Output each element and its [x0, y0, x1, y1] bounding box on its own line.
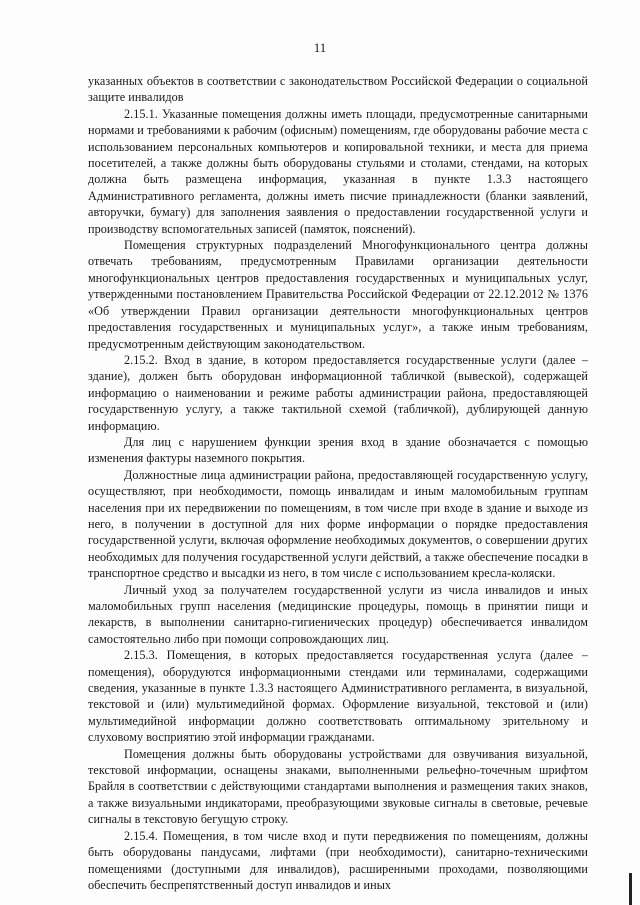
paragraph: Помещения должны быть оборудованы устройствами для озвучивания визуальной, текстовой информации, оснащены знаками, выполненными рельефно-точечным шрифтом Брайля в соответствии с действующими стандартами выполнения и размещения таких знаков, а также визуальными индикаторами, преобразующими звуковые сигналы в световые, речевые сигналы в текстовую бегущую строку. [88, 746, 588, 827]
paragraph: Должностные лица администрации района, предоставляющей государственную услугу, осуществляют, при необходимости, помощь инвалидам и иным маломобильным группам населения при их передвижении по помещениям, в том числе при входе в здание и выходе из него, в получении в доступной для них форме информации о порядке предоставления государственной услуги, включая оформление необходимых документов, о совершении других необходимых для получения государственной услуги действий, а также обеспечение посадки в транспортное средство и высадки из него, в том числе с использованием кресла-коляски. [88, 467, 588, 581]
paragraph: 2.15.4. Помещения, в том числе вход и пути передвижения по помещениям, должны быть оборудованы пандусами, лифтами (при необходимости), санитарно-техническими помещениями (доступными для инвалидов), расширенными проходами, позволяющими обеспечить беспрепятственный доступ инвалидов и иных [88, 828, 588, 892]
page-number: 11 [313, 40, 327, 55]
paragraph: 2.15.2. Вход в здание, в котором предоставляется государственные услуги (далее – здание), должен быть оборудован информационной табличкой (вывеской), содержащей информацию о наименовании и режиме работы администрации района, предоставляющей государственную услугу, а также тактильной схемой (табличкой), дублирующей данную информацию. [88, 352, 588, 433]
paragraph: 2.15.1. Указанные помещения должны иметь площади, предусмотренные санитарными нормами и требованиями к рабочим (офисным) помещениям, где оборудованы рабочие места с использованием персональных компьютеров и копировальной техники, и места для приема посетителей, а также должны быть оборудованы стульями и столами, стендами, на которых должна быть размещена информация, указанная в пункте 1.3.3 настоящего Административного регламента, должны иметь писчие принадлежности (бланки заявлений, авторучки, бумагу) для заполнения заявления о предоставлении государственной услуги и производству вспомогательных записей (памяток, пояснений). [88, 106, 588, 236]
scan-edge-mark [629, 873, 632, 905]
paragraph: 2.15.3. Помещения, в которых предоставляется государственная услуга (далее – помещения), оборудуются информационными стендами или терминалами, содержащими сведения, указанные в пункте 1.3.3 настоящего Административного регламента, в визуальной, текстовой и (или) мультимедийной формах. Оформление визуальной, текстовой и (или) мультимедийной информации должно соответствовать оптимальному зрительному и слуховому восприятию этой информации гражданами. [88, 648, 588, 745]
paragraph: указанных объектов в соответствии с законодательством Российской Федерации о социальной защите инвалидов [88, 74, 588, 105]
document-body [88, 73, 588, 893]
paragraph: Помещения структурных подразделений Многофункционального центра должны отвечать требованиям, предусмотренным Правилами организации деятельности многофункциональных центров предоставления государственных и муниципальных услуг, утвержденными постановлением Правительства Российской Федерации от 22.12.2012 № 1376 «Об утверждении Правил организации деятельности многофункциональных центров предоставления государственных и муниципальных услуг», а также иным требованиям, предусмотренным действующим законодательством. [88, 238, 588, 351]
paragraph: Для лиц с нарушением функции зрения вход в здание обозначается с помощью изменения фактуры наземного покрытия. [88, 434, 588, 466]
paragraph: Личный уход за получателем государственной услуги из числа инвалидов и иных маломобильных групп населения (медицинские процедуры, помощь в принятии пищи и лекарств, в выполнении санитарно-гигиенических процедур) обеспечивается инвалидом самостоятельно либо при помощи сопровождающих лиц. [88, 582, 588, 646]
